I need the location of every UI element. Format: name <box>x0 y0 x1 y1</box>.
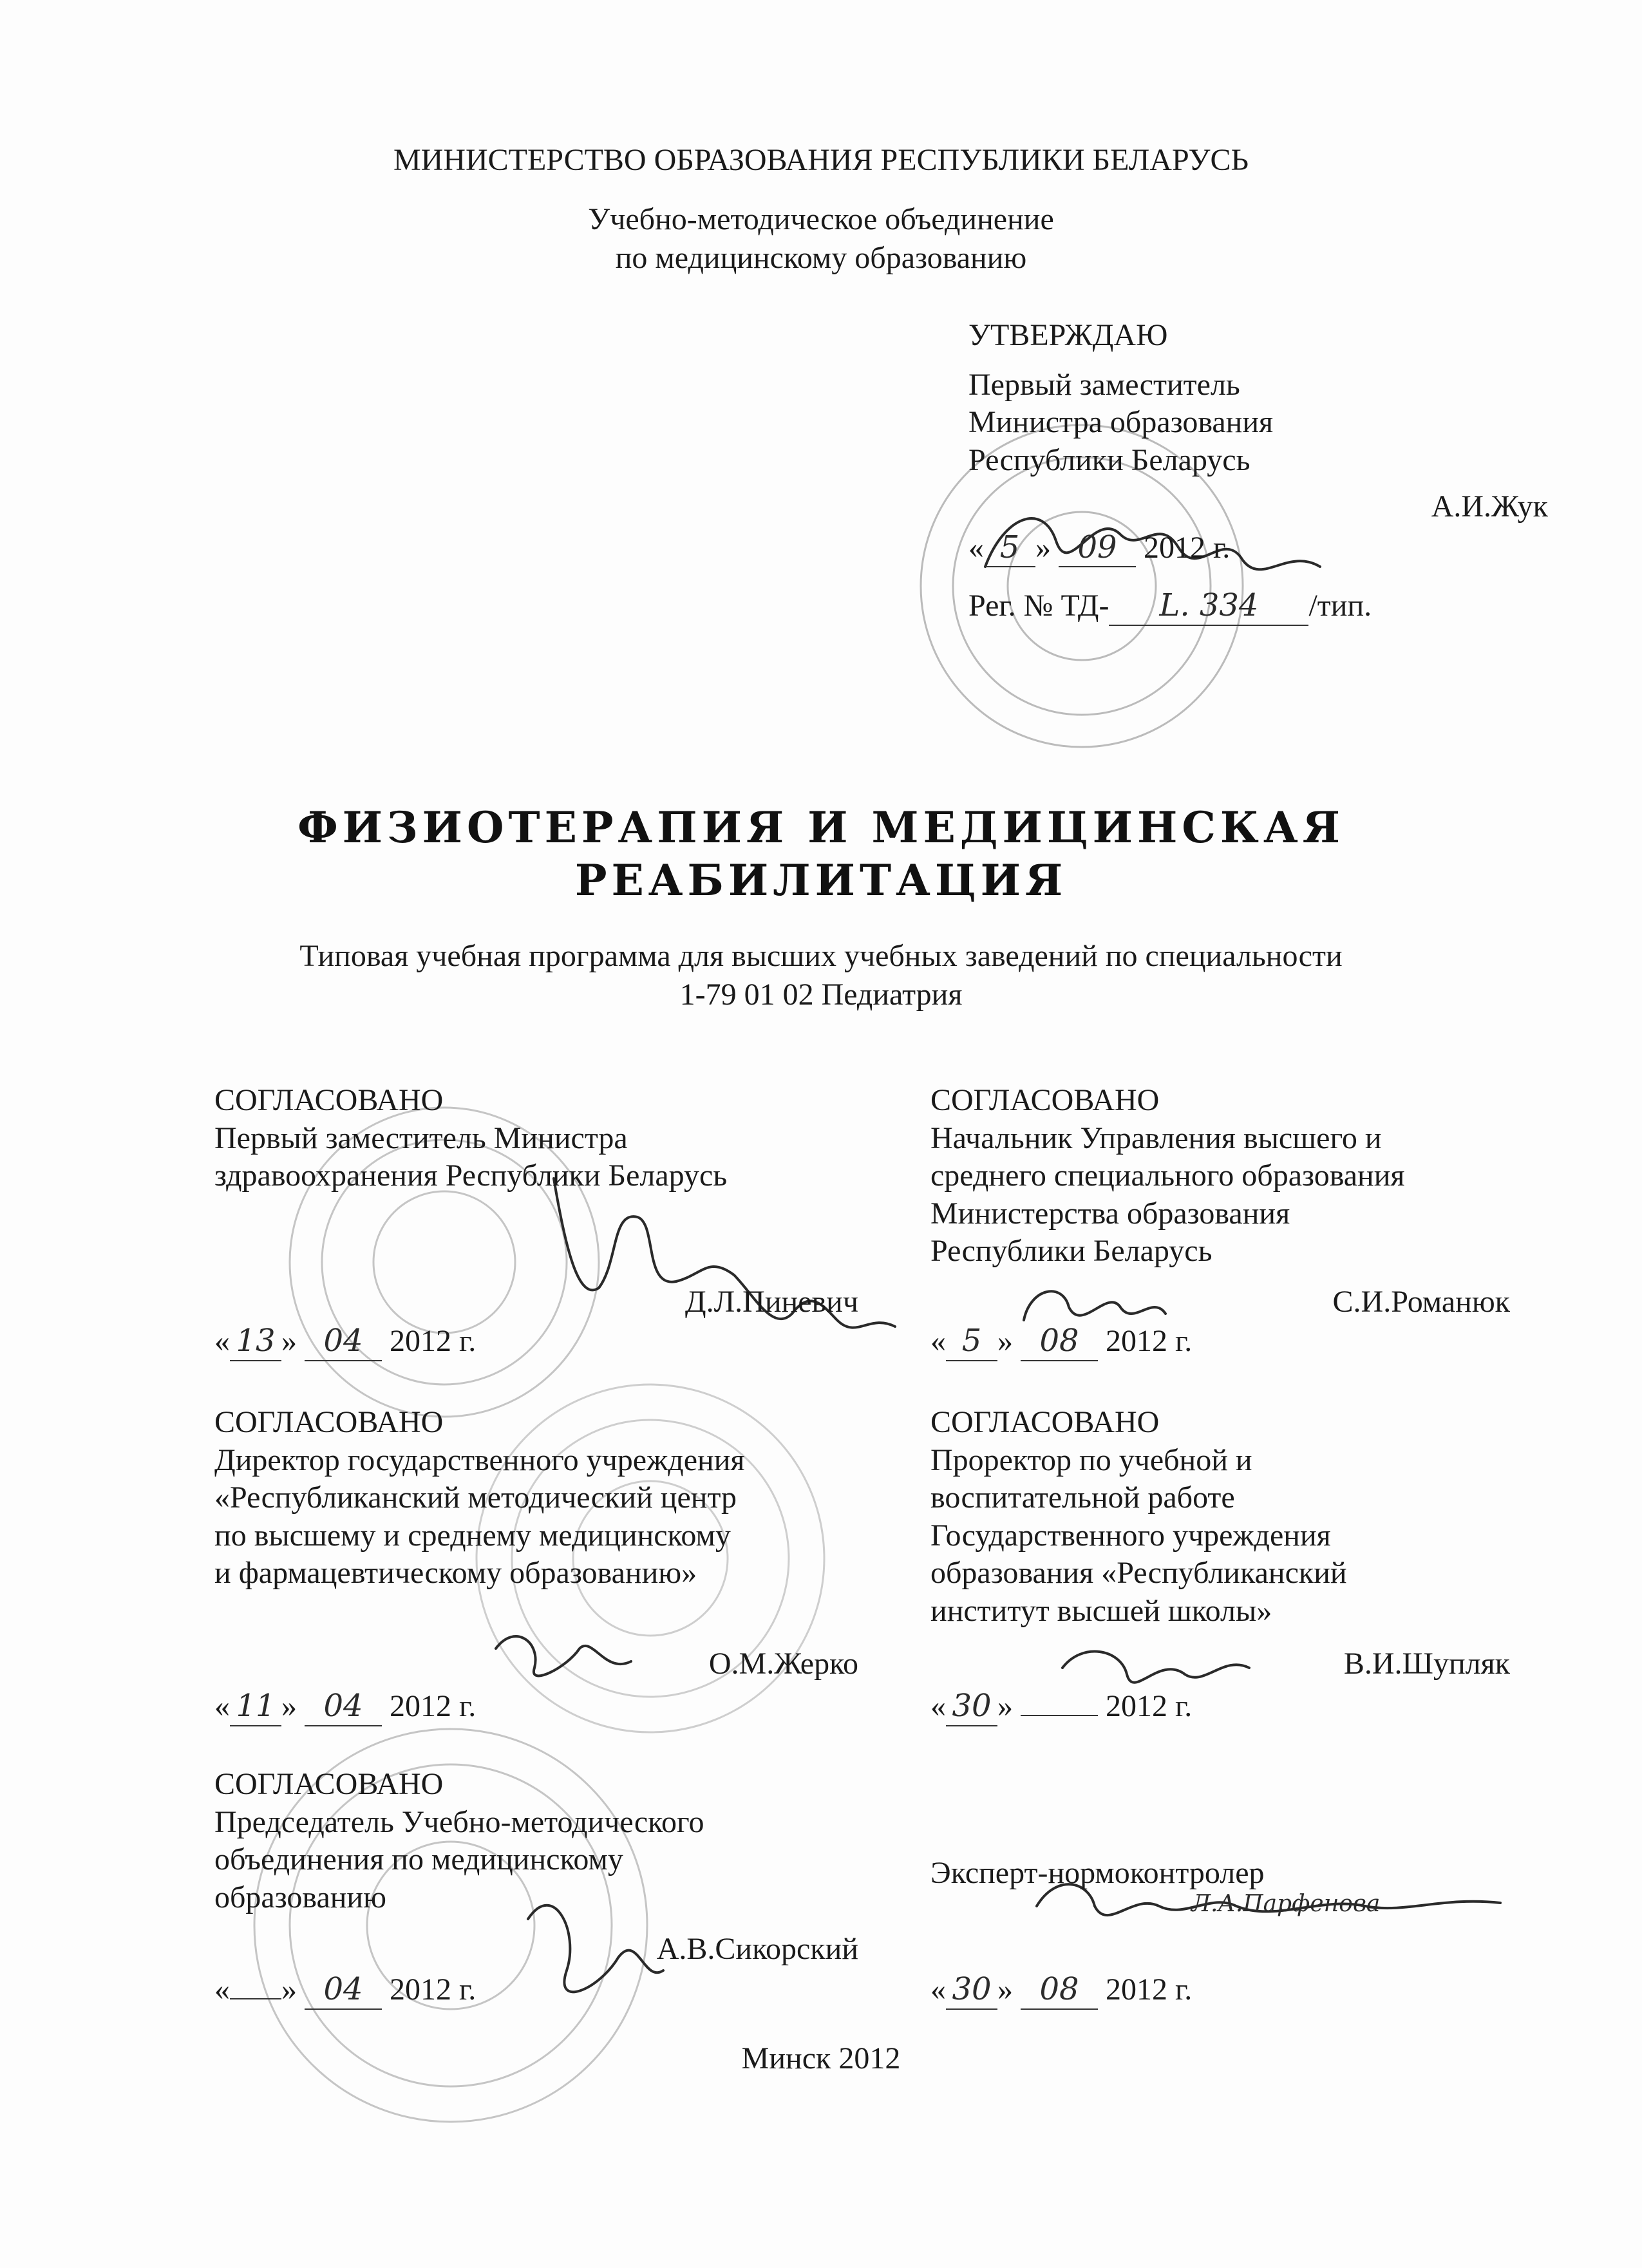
agreement-heading: СОГЛАСОВАНО <box>214 1767 444 1801</box>
agreement-pinevich-date: « 13 » 04 2012 г. <box>214 1322 476 1361</box>
document-title-line-1: ФИЗИОТЕРАПИЯ И МЕДИЦИНСКАЯ <box>297 802 1345 853</box>
agreement-year: 2012 г. <box>390 1972 477 2007</box>
approval-line-2: Министра образования <box>968 405 1274 440</box>
expert-day: 30 <box>946 1970 997 2010</box>
agreement-line: образованию <box>214 1880 386 1914</box>
approval-line-1: Первый заместитель <box>968 367 1240 402</box>
agreement-romanyuk-date: « 5 » 08 2012 г. <box>930 1322 1192 1361</box>
agreement-line: Министерства образования <box>930 1196 1290 1231</box>
agreement-line: Председатель Учебно-методического <box>214 1804 704 1839</box>
agreement-zherko-date: « 11 » 04 2012 г. <box>214 1687 476 1726</box>
agreement-year: 2012 г. <box>1106 1324 1193 1358</box>
agreement-pinevich-signer: Д.Л.Пиневич <box>684 1285 858 1319</box>
agreement-romanyuk-signer: С.И.Романюк <box>1332 1285 1510 1319</box>
ministry-heading: МИНИСТЕРСТВО ОБРАЗОВАНИЯ РЕСПУБЛИКИ БЕЛАРУСЬ <box>393 143 1249 177</box>
agreement-month: 04 <box>305 1687 382 1726</box>
document-title-line-2: РЕАБИЛИТАЦИЯ <box>574 855 1068 905</box>
agreement-day: 11 <box>230 1687 281 1726</box>
subtitle-line-1: Типовая учебная программа для высших учебных заведений по специальности <box>299 939 1343 973</box>
reg-number: L. 334 <box>1109 587 1308 626</box>
agreement-line: объединения по медицинскому <box>214 1842 623 1877</box>
agreement-line: по высшему и среднему медицинскому <box>214 1518 731 1553</box>
agreement-line: институт высшей школы» <box>930 1593 1272 1628</box>
agreement-line: Первый заместитель Министра <box>214 1120 628 1155</box>
approval-line-3: Республики Беларусь <box>968 442 1250 477</box>
agreement-year: 2012 г. <box>390 1324 477 1358</box>
subtitle-line-2: 1-79 01 02 Педиатрия <box>679 978 963 1012</box>
agreement-line: Директор государственного учреждения <box>214 1442 745 1477</box>
reg-prefix: Рег. № ТД- <box>968 589 1109 623</box>
footer-city-year: Минск 2012 <box>741 2041 901 2075</box>
date-close-quote: » <box>1035 530 1051 565</box>
agreement-year: 2012 г. <box>390 1689 477 1723</box>
expert-label: Эксперт-нормоконтролер <box>930 1856 1265 1890</box>
agreement-heading: СОГЛАСОВАНО <box>930 1405 1160 1439</box>
agreement-line: воспитательной работе <box>930 1480 1235 1515</box>
agreement-line: здравоохранения Республики Беларусь <box>214 1158 728 1193</box>
umo-line-2: по медицинскому образованию <box>615 241 1027 275</box>
agreement-line: Государственного учреждения <box>930 1518 1331 1553</box>
approval-heading: УТВЕРЖДАЮ <box>968 318 1168 352</box>
agreement-line: «Республиканский методический центр <box>214 1480 737 1515</box>
approval-signer: А.И.Жук <box>1431 489 1548 524</box>
agreement-sikorsky <box>214 1766 858 1916</box>
agreement-shuplyak-signer: В.И.Шупляк <box>1343 1647 1510 1681</box>
approval-date <box>968 529 1548 568</box>
agreement-line: и фармацевтическому образованию» <box>214 1556 697 1591</box>
umo-line-1: Учебно-методическое объединение <box>588 202 1054 236</box>
agreement-shuplyak-date: « 30 » 2012 г. <box>930 1687 1192 1726</box>
approval-month: 09 <box>1059 529 1136 568</box>
agreement-day: 30 <box>946 1687 997 1726</box>
reg-suffix: /тип. <box>1308 589 1372 623</box>
expert-date: « 30 » 08 2012 г. <box>930 1970 1192 2010</box>
agreement-line: среднего специального образования <box>930 1158 1405 1193</box>
agreement-month: 04 <box>305 1970 382 2010</box>
agreement-shuplyak <box>930 1404 1510 1630</box>
agreement-month: 08 <box>1021 1322 1098 1361</box>
agreement-heading: СОГЛАСОВАНО <box>214 1405 444 1439</box>
agreement-romanyuk <box>930 1082 1510 1271</box>
expert-month: 08 <box>1021 1970 1098 2010</box>
approval-day: 5 <box>984 529 1035 568</box>
agreement-line: Республики Беларусь <box>930 1234 1213 1269</box>
approval-block <box>968 317 1548 626</box>
agreement-month <box>1021 1715 1098 1716</box>
expert-year: 2012 г. <box>1106 1972 1193 2007</box>
agreement-pinevich <box>214 1082 858 1195</box>
agreement-sikorsky-signer: А.В.Сикорский <box>656 1932 858 1966</box>
expert-signature: Л.А.Парфенова <box>1191 1891 1381 1917</box>
agreement-line: Проректор по учебной и <box>930 1442 1252 1477</box>
agreement-heading: СОГЛАСОВАНО <box>930 1083 1160 1117</box>
agreement-zherko-signer: О.М.Жерко <box>708 1647 858 1681</box>
agreement-day: 5 <box>946 1322 997 1361</box>
agreement-month: 04 <box>305 1322 382 1361</box>
agreement-day <box>230 1998 281 1999</box>
approval-year: 2012 г. <box>1144 530 1231 565</box>
agreement-line: Начальник Управления высшего и <box>930 1120 1382 1155</box>
date-open-quote: « <box>968 530 984 565</box>
agreement-heading: СОГЛАСОВАНО <box>214 1083 444 1117</box>
agreement-sikorsky-date: « » 04 2012 г. <box>214 1970 476 2010</box>
agreement-line: образования «Республиканский <box>930 1556 1347 1591</box>
agreement-zherko <box>214 1404 858 1592</box>
approval-reg <box>968 587 1548 626</box>
agreement-year: 2012 г. <box>1106 1689 1193 1723</box>
agreement-day: 13 <box>230 1322 281 1361</box>
